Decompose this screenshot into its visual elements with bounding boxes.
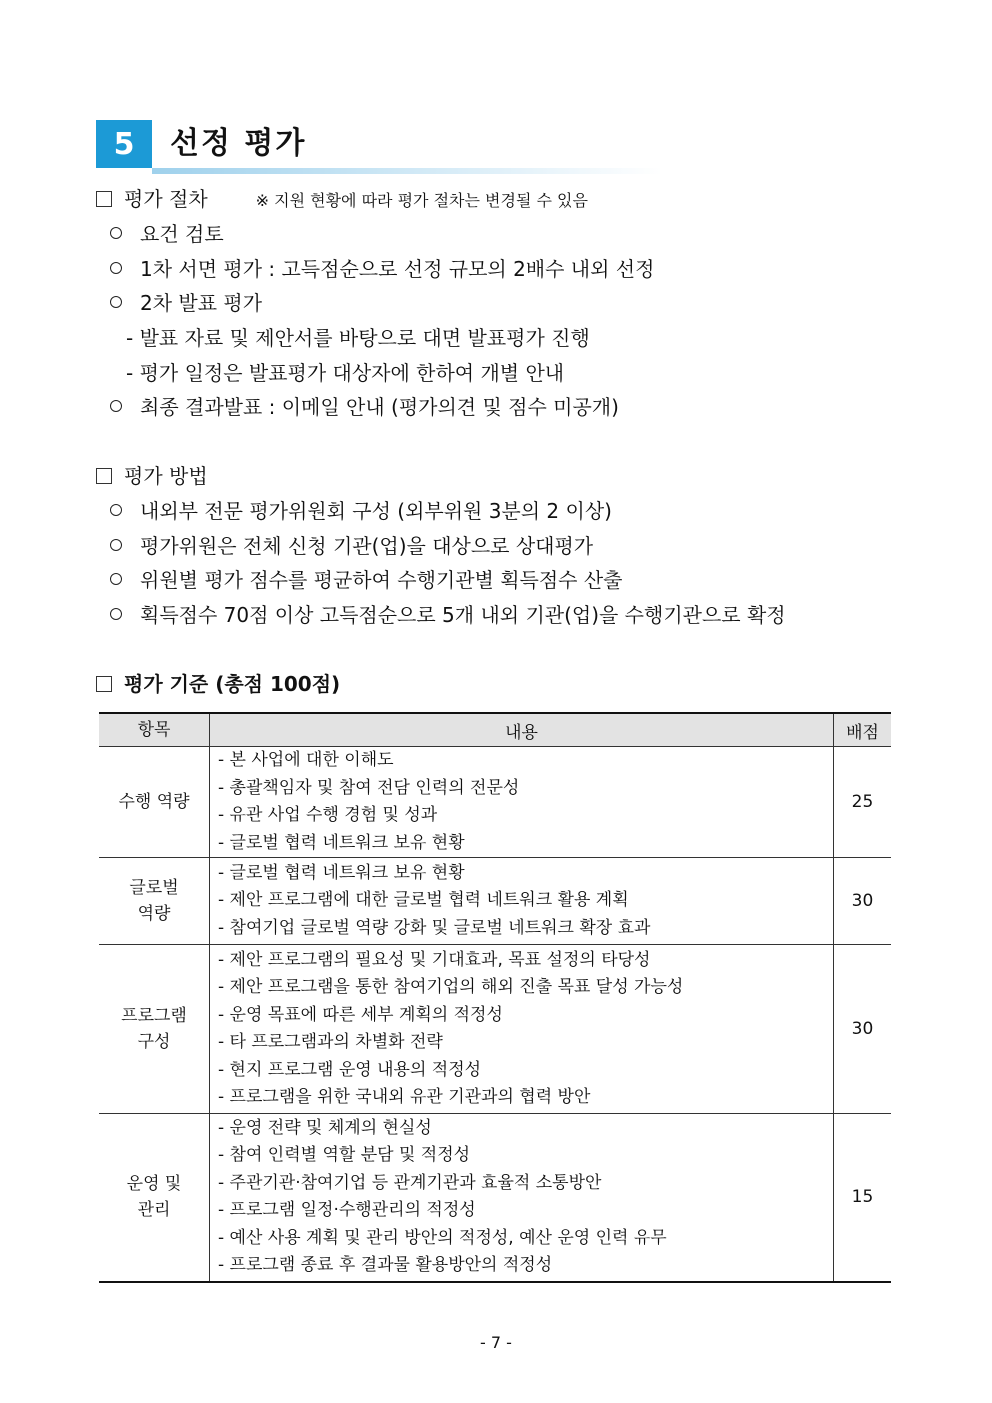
method-item: 위원별 평가 점수를 평균하여 수행기관별 획득점수 산출 — [110, 565, 623, 595]
circle-bullet-icon — [110, 262, 122, 274]
header-content: 내용 — [210, 713, 834, 747]
checkbox-square-icon — [96, 676, 112, 692]
row-category: 수행 역량 — [99, 747, 210, 858]
header-category: 항목 — [99, 713, 210, 747]
method-item: 내외부 전문 평가위원회 구성 (외부위원 3분의 2 이상) — [110, 496, 612, 526]
row-items: - 제안 프로그램의 필요성 및 기대효과, 목표 설정의 타당성 - 제안 프로그램을 통한 참여기업의 해외 진출 목표 달성 가능성 - 운영 목표에 따른 세부 계획의 적정성 - 타 프로그램과의 차별화 전략 - 현지 프로그램 운영 내용의 적정성 - 프로그램을 위한 국내외 유관 기관과의 협력 방안 — [210, 945, 834, 1114]
row-items: - 글로벌 협력 네트워크 보유 현황 - 제안 프로그램에 대한 글로벌 협력 네트워크 활용 계획 - 참여기업 글로벌 역량 강화 및 글로벌 네트워크 확장 효과 — [210, 858, 834, 945]
row-items: - 본 사업에 대한 이해도 - 총괄책임자 및 참여 전담 인력의 전문성 - 유관 사업 수행 경험 및 성과 - 글로벌 협력 네트워크 보유 현황 — [210, 747, 834, 858]
checkbox-square-icon — [96, 468, 112, 484]
criteria-table — [99, 712, 891, 1283]
circle-bullet-icon — [110, 573, 122, 585]
circle-bullet-icon — [110, 539, 122, 551]
procedure-heading: 평가 절차 — [124, 187, 208, 211]
checkbox-square-icon — [96, 191, 112, 207]
procedure-sub-item: - 평가 일정은 발표평가 대상자에 한하여 개별 안내 — [126, 361, 565, 385]
method-item: 평가위원은 전체 신청 기관(업)을 대상으로 상대평가 — [110, 531, 593, 561]
method-item: 획득점수 70점 이상 고득점순으로 5개 내외 기관(업)을 수행기관으로 확정 — [110, 600, 786, 630]
circle-bullet-icon — [110, 296, 122, 308]
row-category: 운영 및 관리 — [99, 1114, 210, 1282]
table-row — [99, 747, 891, 858]
criteria-heading: 평가 기준 (총점 100점) — [124, 672, 341, 696]
section-number: 5 — [96, 120, 152, 168]
row-items: - 운영 전략 및 체계의 현실성 - 참여 인력별 역할 분담 및 적정성 - 주관기관·참여기업 등 관계기관과 효율적 소통방안 - 프로그램 일정·수행관리의 적정성 - 예산 사용 계획 및 관리 방안의 적정성, 예산 운영 인력 유무 - 프로그램 종료 후 결과물 활용방안의 적정성 — [210, 1114, 834, 1282]
row-score: 30 — [834, 945, 892, 1114]
circle-bullet-icon — [110, 227, 122, 239]
procedure-heading-line — [96, 184, 588, 216]
procedure-item: 1차 서면 평가 : 고득점순으로 선정 규모의 2배수 내외 선정 — [110, 254, 654, 284]
row-category: 프로그램 구성 — [99, 945, 210, 1114]
row-score: 30 — [834, 858, 892, 945]
circle-bullet-icon — [110, 608, 122, 620]
row-score: 25 — [834, 747, 892, 858]
table-row — [99, 1114, 891, 1282]
circle-bullet-icon — [110, 400, 122, 412]
row-category: 글로벌 역량 — [99, 858, 210, 945]
table-row — [99, 945, 891, 1114]
page-number: - 7 - — [480, 1333, 512, 1352]
table-row — [99, 858, 891, 945]
criteria-heading-line — [96, 669, 340, 699]
method-heading: 평가 방법 — [124, 464, 208, 488]
section-header — [96, 116, 666, 176]
header-score: 배점 — [834, 713, 892, 747]
procedure-note: ※ 지원 현황에 따라 평가 절차는 변경될 수 있음 — [255, 191, 588, 210]
table-header-row — [99, 713, 891, 747]
section-title: 선정 평가 — [170, 126, 307, 161]
procedure-item: 요건 검토 — [110, 219, 224, 249]
method-heading-line — [96, 461, 208, 491]
section-underline — [152, 168, 662, 174]
procedure-item: 2차 발표 평가 — [110, 288, 262, 318]
procedure-sub-item: - 발표 자료 및 제안서를 바탕으로 대면 발표평가 진행 — [126, 326, 590, 350]
procedure-final: 최종 결과발표 : 이메일 안내 (평가의견 및 점수 미공개) — [110, 392, 619, 422]
row-score: 15 — [834, 1114, 892, 1282]
circle-bullet-icon — [110, 504, 122, 516]
